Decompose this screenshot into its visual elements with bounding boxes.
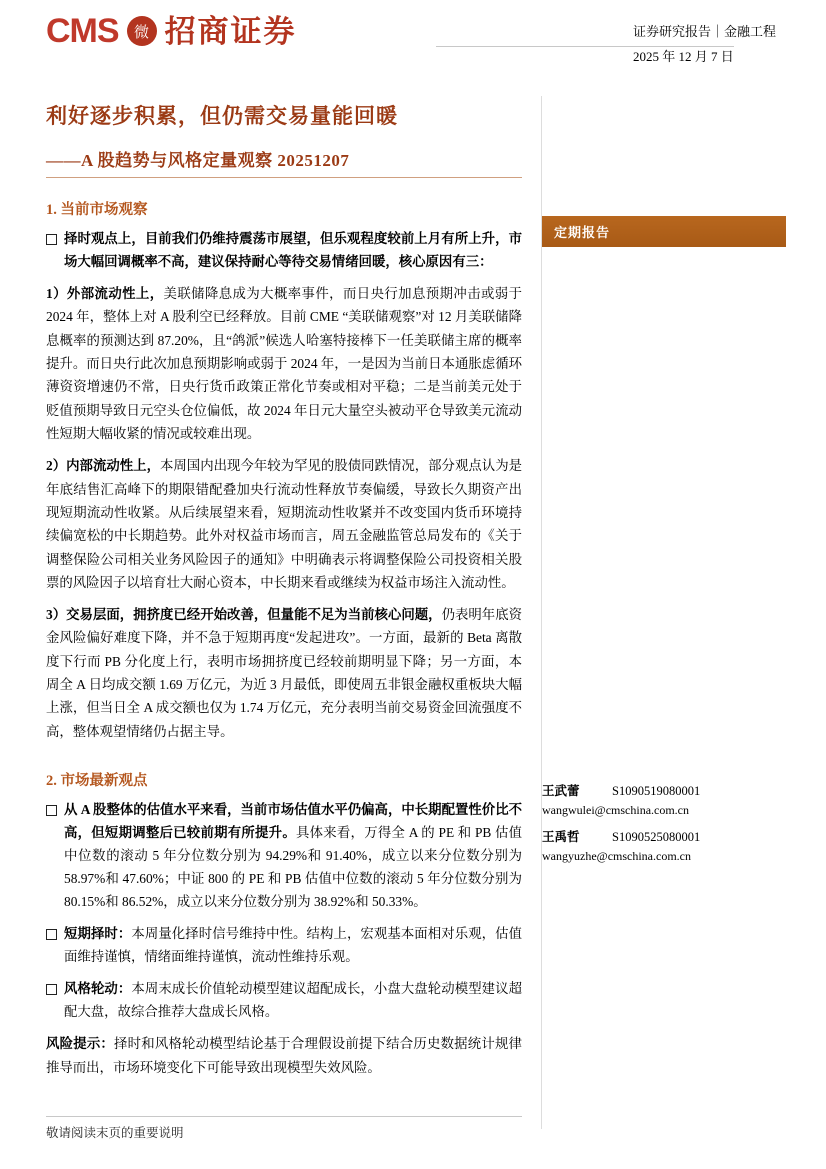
report-category-badge: 定期报告 <box>542 216 786 247</box>
section-2-bullet-3-lead: 风格轮动： <box>64 981 132 997</box>
report-type: 证券研究报告｜金融工程 <box>632 24 776 39</box>
analyst-email[interactable]: wangwulei@cmschina.com.cn <box>542 803 690 818</box>
analyst-entry <box>542 782 786 820</box>
brand-logo <box>46 14 297 48</box>
risk-text: 择时和风格轮动模型结论基于合理假设前提下结合历史数据统计规律推导而出，市场环境变化下可能导致出现模型失效风险。 <box>46 1036 522 1075</box>
page-subtitle: ——A 股趋势与风格定量观察 20251207 <box>46 151 350 170</box>
sidebar <box>542 188 786 1088</box>
section-2-bullet-3 <box>46 977 522 1023</box>
column-divider <box>541 96 542 1129</box>
page-header <box>46 0 780 90</box>
section-2-heading: 2. 市场最新观点 <box>46 773 148 790</box>
square-bullet-icon <box>46 929 57 940</box>
paragraph-2-text: 本周国内出现今年较为罕见的股债同跌情况，部分观点认为是年底结售汇高峰下的期限错配叠加央行流动性释放节奏偏缓，导致长久期资产出现短期流动性收紧。从后续展望来看，短期流动性收紧并不改变国内货币环境持续偏宽松的中长期趋势。此外对权益市场而言，周五金融监管总局发布的《关于调整保险公司相关业务风险因子的通知》中明确表示将调整保险公司投资相关股票的风险因子以培育壮大耐心资本，中长期来看或继续为权益市场注入流动性。 <box>46 458 522 590</box>
paragraph-2-lead: 2）内部流动性上， <box>46 458 160 474</box>
section-1-bullet <box>46 227 522 273</box>
section-1-heading: 1. 当前市场观察 <box>46 202 148 218</box>
paragraph-1-text: 美联储降息成为大概率事件，而日央行加息预期冲击或弱于 2024 年，整体上对 A 股利空已经释放。目前 CME “美联储观察”对 12 月美联储降息概率的预测达到 87.20%，且“鸽派”候选人哈塞特接棒下一任美联储主席的概率提升。而日央行此次加息预期影响或弱于 2024 年，一是因为当前日本通胀虑循环薄资资增速仍不常，日央行货币政策正常化节奏或相对平稳；二是当前美元处于贬值预期导致日元空头仓位偏低，故 2024 年日元大量空头被动平仓导致美元流动性短期大幅收紧的情况或较难出现。 <box>46 286 522 441</box>
paragraph-3 <box>46 603 522 743</box>
analyst-email[interactable]: wangyuzhe@cmschina.com.cn <box>542 849 691 864</box>
risk-lead: 风险提示： <box>46 1036 115 1052</box>
main-column <box>46 188 522 1088</box>
logo-seal-icon: 微 <box>127 16 157 46</box>
logo-text-en: CMS <box>46 12 119 50</box>
paragraph-3-lead: 3）交易层面，拥挤度已经开始改善，但量能不足为当前核心问题， <box>46 607 442 623</box>
paragraph-3-text: 仍表明年底资金风险偏好难度下降，并不急于短期再度“发起进攻”。一方面，最新的 Beta 离散度下行而 PB 分化度上行，表明市场拥挤度已经较前期明显下降；另一方面，本周全 A 日均成交额 1.69 万亿元，为近 3 月最低，即使周五非银金融权重板块大幅上涨，但当日全 A 成交额也仅为 1.74 万亿元，充分表明当前交易资金回流强度不高，整体观望情绪仍占据主导。 <box>46 607 522 739</box>
analyst-license-code: S1090525080001 <box>612 829 701 844</box>
section-2-bullet-1 <box>46 798 522 913</box>
section-2-bullet-3-text: 本周末成长价值轮动模型建议超配成长，小盘大盘轮动模型建议超配大盘，故综合推荐大盘成长风格。 <box>64 981 523 1020</box>
title-area <box>46 94 780 178</box>
header-meta <box>633 14 780 69</box>
header-divider <box>436 46 734 47</box>
section-2-bullet-2 <box>46 922 522 968</box>
analyst-license-code: S1090519080001 <box>612 784 701 798</box>
section-2-bullet-1-lead: 从 A 股整体的估值水平来看，当前市场估值水平仍偏高，中长期配置性价比不高，但短期调整后已较前期有所提升。 <box>64 802 522 841</box>
square-bullet-icon <box>46 234 57 245</box>
paragraph-2 <box>46 454 522 594</box>
paragraph-1-lead: 1）外部流动性上， <box>46 286 164 302</box>
footer-note: 敬请阅读末页的重要说明 <box>46 1116 522 1141</box>
page-title: 利好逐步积累，但仍需交易量能回暖 <box>46 104 398 128</box>
analyst-name: 王禹哲 <box>542 829 580 844</box>
report-date: 2025 年 12 月 7 日 <box>632 48 734 64</box>
section-2-bullet-2-text: 本周量化择时信号维持中性。结构上，宏观基本面相对乐观，估值面维持谨慎，情绪面维持谨慎，流动性维持乐观。 <box>64 926 523 965</box>
square-bullet-icon <box>46 805 57 816</box>
body-columns <box>46 188 780 1088</box>
analyst-entry <box>542 828 786 866</box>
square-bullet-icon <box>46 984 57 995</box>
paragraph-1 <box>46 282 522 445</box>
section-2-bullet-1-text: 具体来看，万得全 A 的 PE 和 PB 估值中位数的滚动 5 年分位数分别为 94.29%和 91.40%，成立以来分位数分别为 58.97%和 47.60%；中证 800 的 PE 和 PB 估值中位数的滚动 5 年分位数分别为 80.15%和 86.52%，成立以来分位数分别为 38.92%和 50.33%。 <box>64 825 522 910</box>
risk-paragraph <box>46 1032 522 1079</box>
section-2-bullet-2-lead: 短期择时： <box>64 926 132 942</box>
section-1-bullet-text: 择时观点上，目前我们仍维持震荡市展望，但乐观程度较前上月有所上升，市场大幅回调概率不高，建议保持耐心等待交易情绪回暖，核心原因有三： <box>64 231 522 270</box>
subtitle-divider <box>46 177 522 178</box>
analyst-list <box>542 782 786 874</box>
logo-text-cn: 招商证券 <box>164 13 297 49</box>
analyst-name: 王武蕾 <box>542 784 580 798</box>
